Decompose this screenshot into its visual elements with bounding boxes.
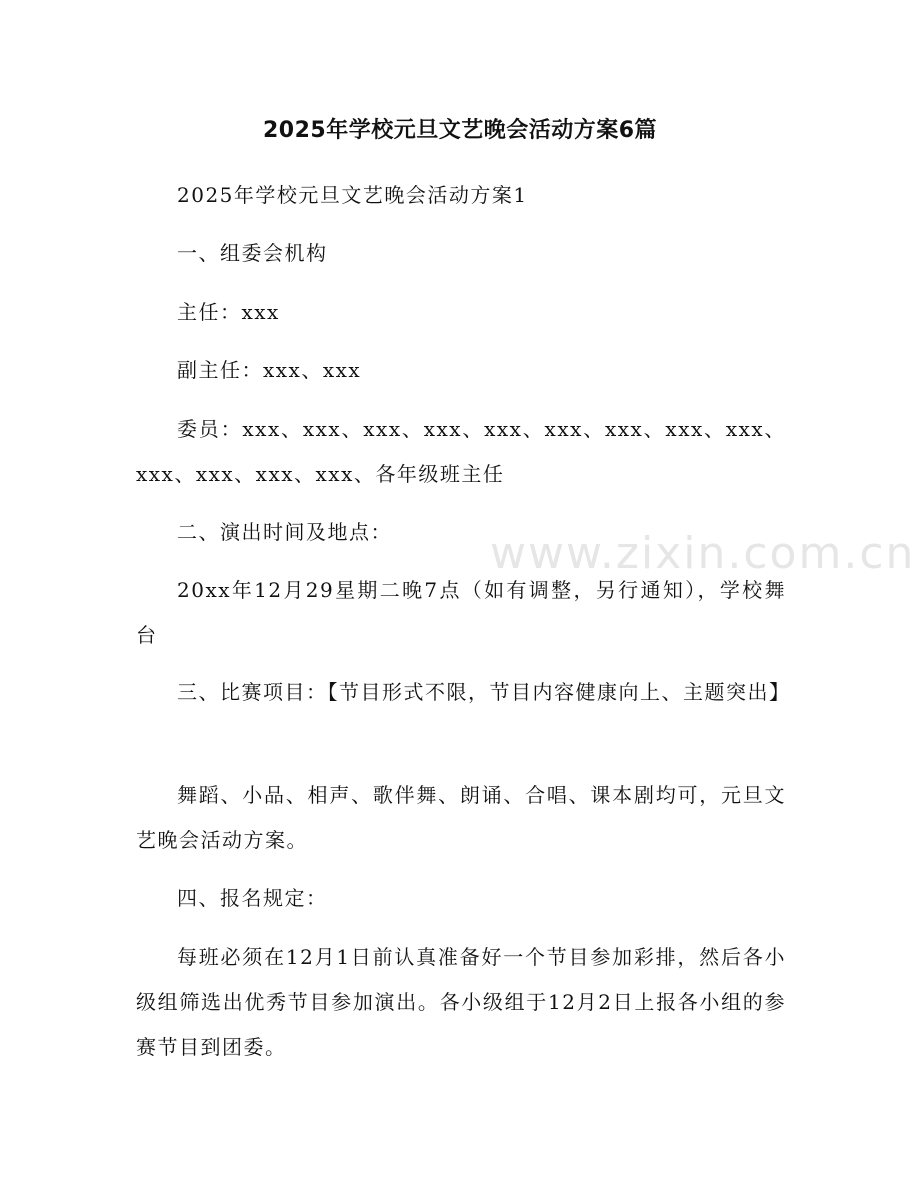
- document-title: 2025年学校元旦文艺晚会活动方案6篇: [262, 118, 658, 143]
- paragraph: 20xx年12月29星期二晚7点（如有调整，另行通知），学校舞台: [136, 578, 786, 647]
- paragraph: 副主任：xxx、xxx: [177, 358, 362, 382]
- paragraph: 主任：xxx: [177, 300, 280, 324]
- paragraph: 委员：xxx、xxx、xxx、xxx、xxx、xxx、xxx、xxx、xxx、xxx、xxx、xxx、xxx、各年级班主任: [136, 417, 786, 486]
- watermark: www.zixin.com.cn: [490, 528, 916, 579]
- paragraph: 三、比赛项目：【节目形式不限，节目内容健康向上、主题突出】: [177, 680, 791, 704]
- paragraph: 四、报名规定：: [177, 886, 328, 910]
- paragraph: 每班必须在12月1日前认真准备好一个节目参加彩排，然后各小级组筛选出优秀节目参加演出。各小级组于12月2日上报各小组的参赛节目到团委。: [136, 945, 786, 1059]
- paragraph: 二、演出时间及地点：: [177, 520, 392, 544]
- paragraph: 一、组委会机构: [177, 241, 328, 265]
- paragraph: 舞蹈、小品、相声、歌伴舞、朗诵、合唱、课本剧均可，元旦文艺晚会活动方案。: [136, 783, 786, 852]
- section-heading: 2025年学校元旦文艺晚会活动方案1: [177, 183, 528, 207]
